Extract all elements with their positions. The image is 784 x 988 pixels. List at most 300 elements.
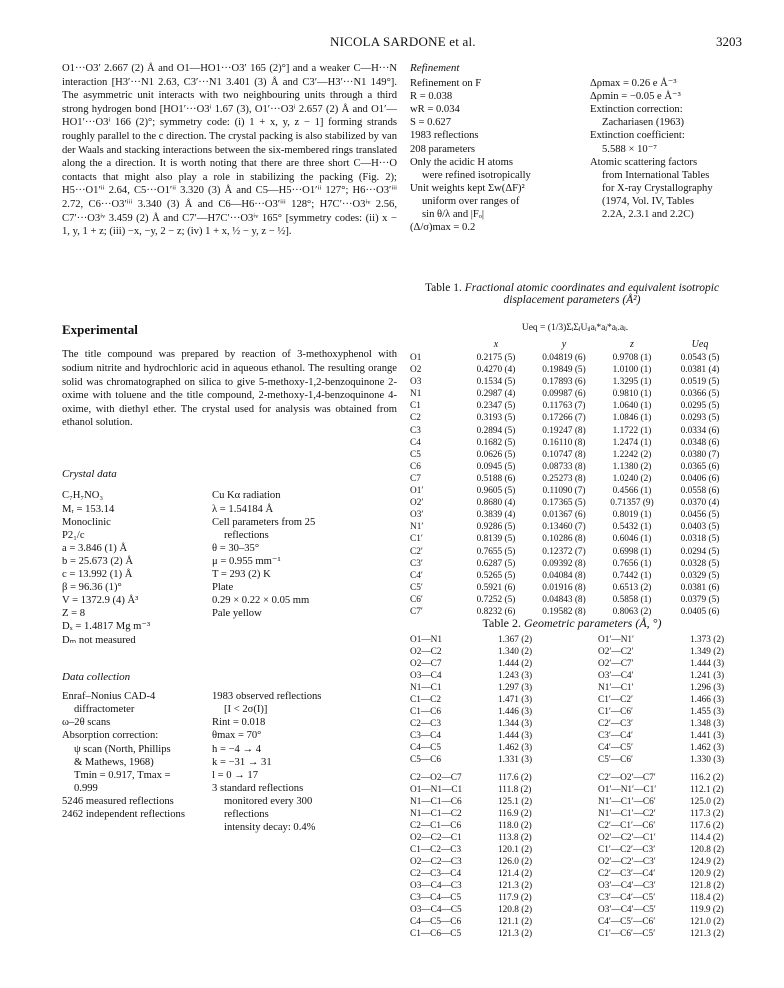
table-row [410,376,734,388]
bond-row [410,706,746,718]
atom-label: C4′ [410,570,423,581]
crystal-data-block [62,489,397,646]
crystal-data-line: T = 293 (2) K [212,569,271,581]
table-cell: 0.8232 (6) [476,606,516,617]
table-cell: O1—N1 [410,635,443,645]
table-cell: 0.8139 (5) [476,534,516,545]
table-cell: 0.0379 (5) [680,594,720,605]
data-collection-line: monitored every 300 [224,795,313,807]
crystal-data-col1 [62,489,212,646]
intro-paragraph: O1···O3′ 2.667 (2) Å and O1—HO1···O3′ 165 (2)°] and a weaker C—H···N interaction [H3′···N1 2.63, C3′···N1 3.401 (3) Å and C3′—H3′···N1 149°]. The asymmetric unit interacts with two neighbouring units through a third strong hydrogen bond [HO1′···O3ⁱ 1.67 (3), O1′···O3ⁱ 2.657 (2) Å and O1′—HO1′···O3ⁱ 166 (2)°; symmetry code: (i) 1 + x, y, z − 1] forming strands roughly parallel to the c direction. The crystal packing is also stabilized by van der Waals and stacking interactions between the six-membered rings translated along the a direction. It is worth noting that there are three short C—H···O contacts that might also play a role in stabilizing the packing (Fig. 2); H5···O1′ⁱⁱ 2.64, C5···O1′ⁱⁱ 3.320 (3) Å and C5—H5···O1′ⁱⁱ 127°; H6···O3′ⁱⁱⁱ 2.72, C6···O3′ⁱⁱⁱ 3.340 (3) Å and C6—H6···O3′ⁱⁱⁱ 128°; H7C′···O3ⁱᵛ 2.56, C7′···O3ⁱᵛ 3.459 (2) Å and C7′—H7C′···O3ⁱᵛ 165° [symmetry codes: (ii) x − 1, y, 1 + z; (iii) −x, −y, 2 − z; (iv) 1 + x, ½ − y, z − ½]. [62,63,397,238]
table-cell: C5′—C6′ [598,755,634,765]
table-cell: 0.8019 (1) [612,510,652,521]
table-cell: 116.9 (2) [498,809,532,819]
table-cell: C5—C6 [410,755,441,765]
refinement-line: Zachariasen (1963) [602,117,685,129]
table-cell: 0.17266 (7) [542,413,586,424]
table-cell: C2′—O2′—C7′ [598,773,656,783]
table-cell: 1.1722 (1) [612,425,652,436]
data-collection-line: ω–2θ scans [62,717,111,729]
table-cell: 0.0381 (4) [680,365,720,376]
experimental-heading: Experimental [62,321,138,337]
data-collection-line: θmax = 70° [212,730,262,742]
data-collection-line: k = −31 → 31 [212,756,272,768]
atom-label: N1′ [410,522,424,533]
table-cell: C1′—C6′ [598,707,634,717]
left-column [62,62,397,834]
table-row [410,533,734,545]
table-cell: C1′—C6′—C5′ [598,929,656,939]
table1-title: Fractional atomic coordinates and equivalent isotropic displacement parameters (Å²) [464,282,720,306]
table1-column-header: y [561,338,567,350]
table-cell: O2′—C2′ [598,647,634,657]
atom-label: C2 [410,413,421,424]
table-cell: 0.2987 (4) [476,389,516,400]
table-cell: 0.10747 (8) [542,449,586,460]
data-collection-line: ψ scan (North, Phillips [74,743,171,755]
table-cell: C2′—C3′—C4′ [598,869,656,879]
table-cell: 118.4 (2) [690,893,724,903]
table-cell: 0.71357 (9) [610,498,654,509]
table1-formula: Ueq = (1/3)ΣᵢΣⱼUᵢⱼaᵢ*aⱼ*aᵢ.aⱼ. [521,323,629,333]
crystal-data-heading: Crystal data [62,467,117,480]
refinement-col1 [410,77,590,234]
table-cell: 0.1682 (5) [476,437,516,448]
table-cell: C2′—C3′ [598,719,634,729]
table-cell: 0.04819 (6) [542,353,586,363]
crystal-data-line: β = 96.36 (1)° [62,582,122,594]
table-row [410,388,734,400]
table-cell: 1.446 (3) [498,707,533,717]
table-cell: 0.16110 (8) [542,437,586,448]
atom-label: C7′ [410,606,423,617]
table1-column-header: x [493,338,499,350]
table-cell: C1—C6—C5 [410,929,462,939]
table-cell: N1′—C1′ [598,683,634,693]
data-collection-col1 [62,690,212,834]
data-collection-heading: Data collection [62,670,131,683]
table-cell: 0.6513 (2) [612,582,652,593]
table-row [410,400,734,412]
table-cell: 121.1 (2) [498,917,533,927]
refinement-line: Only the acidic H atoms [410,156,513,168]
angle-row [410,820,746,832]
table-cell: C2—C1—C6 [410,821,462,831]
table-cell: O2′—C2′—C1′ [598,833,656,843]
atom-label: C2′ [410,546,423,557]
angle-row [410,772,746,784]
table-cell: C1′—C2′ [598,695,634,705]
refinement-line: 1983 reflections [410,130,479,142]
table-row [410,437,734,449]
table-cell: O3′—C4′—C5′ [598,905,656,915]
table-cell: O1—N1—C1 [410,785,463,795]
experimental-text: The title compound was prepared by reaction of 3-methoxyphenol with sodium nitrite and hydrochloric acid in aqueous ethanol. The resulting orange solid was chromatographed on silica to give 5-methoxy-1,2-benzoquinone 2-oxime with toluene and the title compound, 2-methoxy-1,4-benzoquinone 4-oxime, with diethyl ether. The crystal used for analysis was obtained from ethanol solution. [62,349,397,429]
angle-row [410,868,746,880]
atom-label: C1′ [410,534,423,545]
table2 [410,634,746,940]
bond-row [410,742,746,754]
angle-row [410,880,746,892]
refinement-line: (1974, Vol. IV, Tables [602,195,695,207]
table-cell: O2—C2—C1 [410,833,462,843]
table-cell: O3′—C4′—C3′ [598,881,656,891]
page-number: 3203 [716,34,742,49]
running-header-author: NICOLA SARDONE et al. [330,34,476,49]
crystal-data-line: Dₓ = 1.4817 Mg m⁻³ [62,621,151,633]
bond-row [410,754,746,766]
table-cell: 0.0945 (5) [476,461,516,472]
table-cell: 120.8 (2) [690,845,725,855]
table-cell: 1.2242 (2) [612,449,652,460]
data-collection-line: Rint = 0.018 [212,717,266,729]
table-cell: 1.331 (3) [498,755,533,765]
table-cell: 0.0294 (5) [680,546,720,557]
table-cell: 0.25273 (8) [542,473,586,484]
crystal-data-col2 [212,489,392,646]
data-collection-line: Absorption correction: [62,730,159,742]
refinement-line: 5.588 × 10⁻⁷ [602,143,657,155]
table-cell: 0.10286 (8) [542,534,586,545]
data-collection-line: 5246 measured reflections [62,795,174,807]
refinement-col2 [590,77,740,234]
table-cell: 0.09987 (6) [542,389,586,400]
table1-caption [412,282,732,306]
bond-row [410,646,746,658]
table-cell: 111.8 (2) [498,785,532,795]
bond-row [410,730,746,742]
refinement-line: for X-ray Crystallography [602,182,713,194]
table-cell: 1.444 (3) [690,659,725,669]
table-cell: O3′—C4′ [598,671,634,681]
table-cell: O2—C2 [410,647,442,657]
data-collection-line: 3 standard reflections [212,782,304,794]
table-cell: 0.0626 (5) [476,449,516,460]
table-row [410,509,734,521]
table-cell: 124.9 (2) [690,857,725,867]
table-cell: 0.0403 (5) [680,522,720,533]
angle-row [410,904,746,916]
table-cell: N1—C1—C6 [410,797,462,807]
atom-label: O3′ [410,510,424,521]
table-cell: 121.3 (2) [690,929,725,939]
table-cell: 1.373 (2) [690,635,725,645]
angle-row [410,796,746,808]
table-cell: 112.1 (2) [690,785,724,795]
data-collection-line: intensity decay: 0.4% [224,822,316,834]
refinement-block [410,62,740,234]
table-cell: 121.8 (2) [690,881,725,891]
data-collection-line: 0.999 [74,782,98,794]
table-cell: 0.1534 (5) [476,377,516,388]
table-cell: 0.8063 (2) [612,606,652,617]
table-row [410,497,734,509]
table-cell: 0.2175 (5) [476,353,516,363]
table2-label: Table 2. [482,616,522,630]
crystal-data-line: λ = 1.54184 Å [212,503,274,515]
table-cell: C4—C5—C6 [410,917,462,927]
table-row [410,364,734,376]
table-cell: C3—C4 [410,731,441,741]
table-cell: 1.367 (2) [498,635,533,645]
table-cell: 0.0456 (5) [680,510,720,521]
table-cell: 0.6998 (1) [612,546,652,557]
crystal-data-line: reflections [224,529,269,541]
table-cell: 1.0846 (1) [612,413,652,424]
table1-label: Table 1. [424,282,462,294]
atom-label: O2′ [410,498,424,509]
table-cell: 0.19582 (8) [542,606,586,617]
table-cell: 0.2894 (5) [476,425,516,436]
refinement-line: Extinction coefficient: [590,130,685,142]
data-collection-line: l = 0 → 17 [212,769,258,781]
angle-row [410,856,746,868]
table-row [410,352,734,364]
table-cell: 0.7655 (5) [476,546,516,557]
table-cell: O1′—N1′—C1′ [598,785,657,795]
refinement-line: sin θ/λ and |Fₒ| [422,209,484,221]
crystal-data-line: C₇H₇NO₃ [62,490,104,502]
table-cell: C3′—C4′ [598,731,634,741]
bond-row [410,634,746,646]
refinement-line: Atomic scattering factors [590,156,698,168]
table-cell: 0.17893 (6) [542,377,586,388]
refinement-line: Extinction correction: [590,104,683,116]
table-cell: O3—C4—C3 [410,881,462,891]
table2-title: Geometric parameters (Å, °) [524,616,662,630]
table-cell: 1.444 (2) [498,659,533,669]
table-cell: O2′—C7′ [598,659,634,669]
table-cell: 0.0366 (5) [680,389,720,400]
table-cell: 125.0 (2) [690,797,725,807]
angle-row [410,844,746,856]
table-cell: 0.04843 (8) [542,594,586,605]
table-cell: 0.04084 (8) [542,570,586,581]
refinement-line: Unit weights kept Σw(ΔF)² [410,182,525,194]
table-cell: 1.3295 (1) [612,377,652,388]
crystal-data-line: b = 25.673 (2) Å [62,555,134,567]
table-cell: 0.4270 (4) [476,365,516,376]
table-cell: O3—C4—C5 [410,905,462,915]
table-cell: 1.462 (3) [690,743,725,753]
table-cell: 0.3839 (4) [476,510,516,521]
table-cell: 0.9286 (5) [476,522,516,533]
table-cell: O3—C4 [410,671,442,681]
table-cell: 120.1 (2) [498,845,533,855]
table-cell: 0.6287 (5) [476,558,516,569]
table-cell: 0.8680 (4) [476,498,516,509]
table-cell: 121.3 (2) [498,881,533,891]
atom-label: O2 [410,365,422,376]
table-cell: 0.01916 (8) [542,582,586,593]
refinement-line: S = 0.627 [410,117,451,129]
angle-row [410,784,746,796]
refinement-line: 2.2A, 2.3.1 and 2.2C) [602,209,694,221]
atom-label: O3 [410,377,422,388]
table-cell: 1.0100 (1) [612,365,652,376]
table-cell: 0.5265 (5) [476,570,516,581]
crystal-data-line: θ = 30–35° [212,542,260,554]
refinement-heading: Refinement [410,62,460,74]
bond-row [410,694,746,706]
table-cell: C4—C5 [410,743,441,753]
table-cell: 0.0381 (6) [680,582,720,593]
table-cell: C4′—C5′ [598,743,634,753]
table-cell: 0.0348 (6) [680,437,720,448]
table-cell: 1.243 (3) [498,671,533,681]
bond-row [410,682,746,694]
table-row [410,461,734,473]
atom-label: C7 [410,473,421,484]
angle-row [410,808,746,820]
refinement-line: wR = 0.034 [410,104,460,116]
table-cell: 120.9 (2) [690,869,725,879]
table-cell: 0.12372 (7) [542,546,586,557]
table-cell: 114.4 (2) [690,833,724,843]
angle-row [410,892,746,904]
data-collection-line: & Mathews, 1968) [74,756,154,768]
table-cell: 0.0380 (7) [680,449,720,460]
table-cell: 0.5188 (6) [476,473,516,484]
crystal-data-line: Plate [212,582,234,594]
atom-label: C5 [410,449,421,460]
refinement-line: 208 parameters [410,143,476,155]
data-collection-line: reflections [224,809,269,821]
table-cell: 0.08733 (8) [542,461,586,472]
table-cell: 0.11763 (7) [542,401,586,412]
refinement-line: Refinement on F [410,78,482,90]
table-cell: 0.0370 (4) [680,498,720,509]
crystal-data-line: Cu Kα radiation [212,490,281,502]
angle-row [410,916,746,928]
table-cell: 0.5432 (1) [612,522,652,533]
crystal-data-line: a = 3.846 (1) Å [62,542,128,554]
crystal-data-line: Cell parameters from 25 [212,516,316,528]
table-cell: 116.2 (2) [690,773,724,783]
table-cell: 121.3 (2) [498,929,533,939]
table-cell: 0.19247 (8) [542,425,586,436]
table-cell: 0.7252 (5) [476,594,516,605]
table-cell: 0.0328 (5) [680,558,720,569]
table-cell: 1.444 (3) [498,731,533,741]
table-cell: O2′—C2′—C3′ [598,857,656,867]
atom-label: C6 [410,461,421,472]
table-row [410,412,734,424]
data-collection-line: h = −4 → 4 [212,743,262,755]
table-row [410,594,734,606]
table-cell: 0.7442 (1) [612,570,652,581]
refinement-line: uniform over ranges of [422,195,520,207]
table-cell: C1′—C2′—C3′ [598,845,656,855]
table-row [410,558,734,570]
table-cell: C3—C4—C5 [410,893,462,903]
crystal-data-line: V = 1372.9 (4) Å³ [62,595,139,607]
table-cell: 126.0 (2) [498,857,533,867]
table-cell: 1.348 (3) [690,719,725,729]
table-cell: C4′—C5′—C6′ [598,917,656,927]
data-collection-line: Tmin = 0.917, Tmax = [74,769,171,781]
data-collection-line: diffractometer [74,704,135,716]
table-cell: 0.5921 (6) [476,582,516,593]
crystal-data-line: Monoclinic [62,516,111,528]
table-cell: 125.1 (2) [498,797,533,807]
table-cell: 1.0640 (1) [612,401,652,412]
table-cell: 0.0295 (5) [680,401,720,412]
table-cell: N1—C1—C2 [410,809,462,819]
table-cell: 0.19849 (5) [542,365,586,376]
table-cell: 117.9 (2) [498,893,532,903]
crystal-data-line: Dₘ not measured [62,634,136,646]
crystal-data-line: Z = 8 [62,608,86,620]
table-cell: 0.0329 (5) [680,570,720,581]
table-row [410,449,734,461]
table-cell: 0.0318 (5) [680,534,720,545]
refinement-line: Δρmax = 0.26 e Å⁻³ [590,78,677,90]
table-cell: C1—C2 [410,695,441,705]
atom-label: O1 [410,353,422,363]
table-cell: 0.13460 (7) [542,522,586,533]
table-cell: 0.0365 (6) [680,461,720,472]
atom-label: C6′ [410,594,423,605]
table-cell: 121.4 (2) [498,869,533,879]
crystal-data-line: Mᵣ = 153.14 [62,503,115,515]
table-cell: 1.340 (2) [498,647,533,657]
table-cell: 0.17365 (5) [542,498,586,509]
crystal-data-line: Pale yellow [212,608,262,620]
table-cell: 121.0 (2) [690,917,725,927]
table-cell: 1.344 (3) [498,719,533,729]
data-collection-block [62,690,397,834]
table1-column-header: z [630,338,634,350]
table-cell: C1—C2—C3 [410,845,462,855]
table-cell: 1.330 (3) [690,755,725,765]
table-cell: 1.466 (3) [690,695,725,705]
table-cell: 0.9605 (5) [476,486,516,497]
table-row [410,425,734,437]
table-cell: C2—C3—C4 [410,869,462,879]
table-cell: 0.01367 (6) [542,510,586,521]
table-cell: C2—C3 [410,719,441,729]
table-cell: 0.0405 (6) [680,606,720,617]
refinement-line: Δρmin = −0.05 e Å⁻³ [590,91,681,103]
table-cell: 0.7656 (1) [612,558,652,569]
table-cell: N1′—C1′—C2′ [598,809,656,819]
table-cell: N1′—C1′—C6′ [598,797,656,807]
table-cell: 0.0293 (5) [680,413,720,424]
table-cell: 0.0558 (6) [680,486,720,497]
data-collection-line: Enraf–Nonius CAD-4 [62,691,156,703]
table-row [410,521,734,533]
table-cell: 1.1380 (2) [612,461,652,472]
data-collection-col2 [212,690,392,834]
table-cell: O1′—N1′ [598,635,635,645]
table-cell: 1.0240 (2) [612,473,652,484]
crystal-data-line: 0.29 × 0.22 × 0.05 mm [212,595,310,607]
atom-label: C1 [410,401,421,412]
table-cell: 1.455 (3) [690,707,725,717]
refinement-line: from International Tables [602,169,710,181]
refinement-line: were refined isotropically [422,169,531,181]
table-cell: 1.2474 (1) [612,437,652,448]
table-row [410,546,734,558]
crystal-data-line: μ = 0.955 mm⁻¹ [212,555,281,567]
crystal-data-line: P2₁/c [62,529,85,541]
table-row [410,570,734,582]
table-cell: 119.9 (2) [690,905,724,915]
table-cell: 0.0543 (5) [680,353,720,363]
table1-column-header: Ueq [691,338,709,350]
table-cell: 0.5858 (1) [612,594,652,605]
